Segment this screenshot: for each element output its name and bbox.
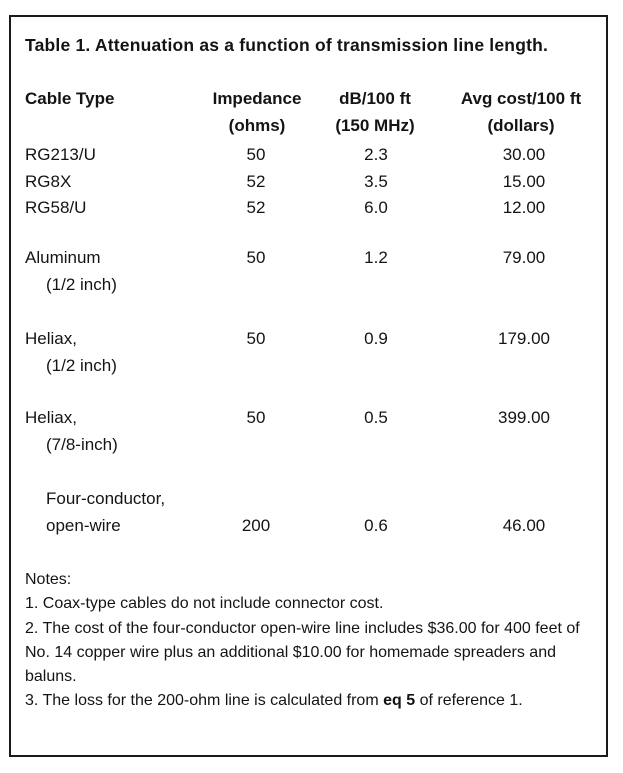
- note-2: 2. The cost of the four-conductor open-wire line includes $36.00 for 400 feet of No. 14 copper wire plus an additional $10.00 for homemade spreaders and baluns.: [25, 619, 580, 686]
- row-impedance: 200: [241, 516, 271, 535]
- row-impedance: 50: [246, 145, 266, 164]
- note-3-text-end: of reference 1.: [415, 692, 523, 710]
- row-db: 0.5: [364, 408, 388, 427]
- row-cable-name: RG213/U: [25, 145, 96, 164]
- row-cost: 179.00: [498, 329, 550, 348]
- notes-section: [25, 568, 605, 714]
- row-impedance: 50: [246, 248, 266, 267]
- row-cable-subname: (7/8-inch): [46, 435, 118, 454]
- row-cable-name: RG8X: [25, 172, 72, 191]
- note-3-equation: eq 5: [383, 692, 416, 710]
- table-title: Table 1. Attenuation as a function of transmission line length.: [25, 35, 549, 55]
- row-db: 2.3: [364, 145, 388, 164]
- header-db-freq: (150 MHz): [335, 116, 415, 135]
- note-3-text: 3. The loss for the 200-ohm line is calculated from: [25, 692, 384, 710]
- row-impedance: 52: [246, 172, 266, 191]
- row-cost: 79.00: [502, 248, 546, 267]
- row-cable-subname: (1/2 inch): [46, 275, 117, 294]
- row-db: 3.5: [364, 172, 388, 191]
- row-db: 0.9: [364, 329, 388, 348]
- row-cable-name: RG58/U: [25, 198, 87, 217]
- row-cable-subname: open-wire: [46, 516, 121, 535]
- row-cost: 46.00: [502, 516, 546, 535]
- row-cost: 12.00: [502, 198, 546, 217]
- row-cost: 30.00: [502, 145, 546, 164]
- row-cable-name: Aluminum: [25, 248, 101, 267]
- note-1: 1. Coax-type cables do not include connector cost.: [25, 595, 384, 613]
- row-db: 1.2: [364, 248, 388, 267]
- row-impedance: 50: [246, 329, 266, 348]
- row-cost: 15.00: [502, 172, 546, 191]
- row-cable-name: Four-conductor,: [46, 489, 166, 508]
- row-cable-subname: (1/2 inch): [46, 356, 117, 375]
- header-cable-type: Cable Type: [25, 89, 115, 108]
- row-cost: 399.00: [498, 408, 550, 427]
- header-impedance-unit: (ohms): [228, 116, 286, 135]
- note-3: [25, 689, 605, 713]
- notes-heading: Notes:: [25, 571, 72, 588]
- header-cost-unit: (dollars): [487, 116, 555, 135]
- row-cable-name: Heliax,: [25, 329, 77, 348]
- row-impedance: 52: [246, 198, 266, 217]
- header-cost: Avg cost/100 ft: [460, 89, 582, 108]
- row-impedance: 50: [246, 408, 266, 427]
- row-cable-name: Heliax,: [25, 408, 77, 427]
- row-db: 0.6: [364, 516, 388, 535]
- header-impedance: Impedance: [212, 89, 302, 108]
- header-db: dB/100 ft: [339, 89, 411, 108]
- row-db: 6.0: [364, 198, 388, 217]
